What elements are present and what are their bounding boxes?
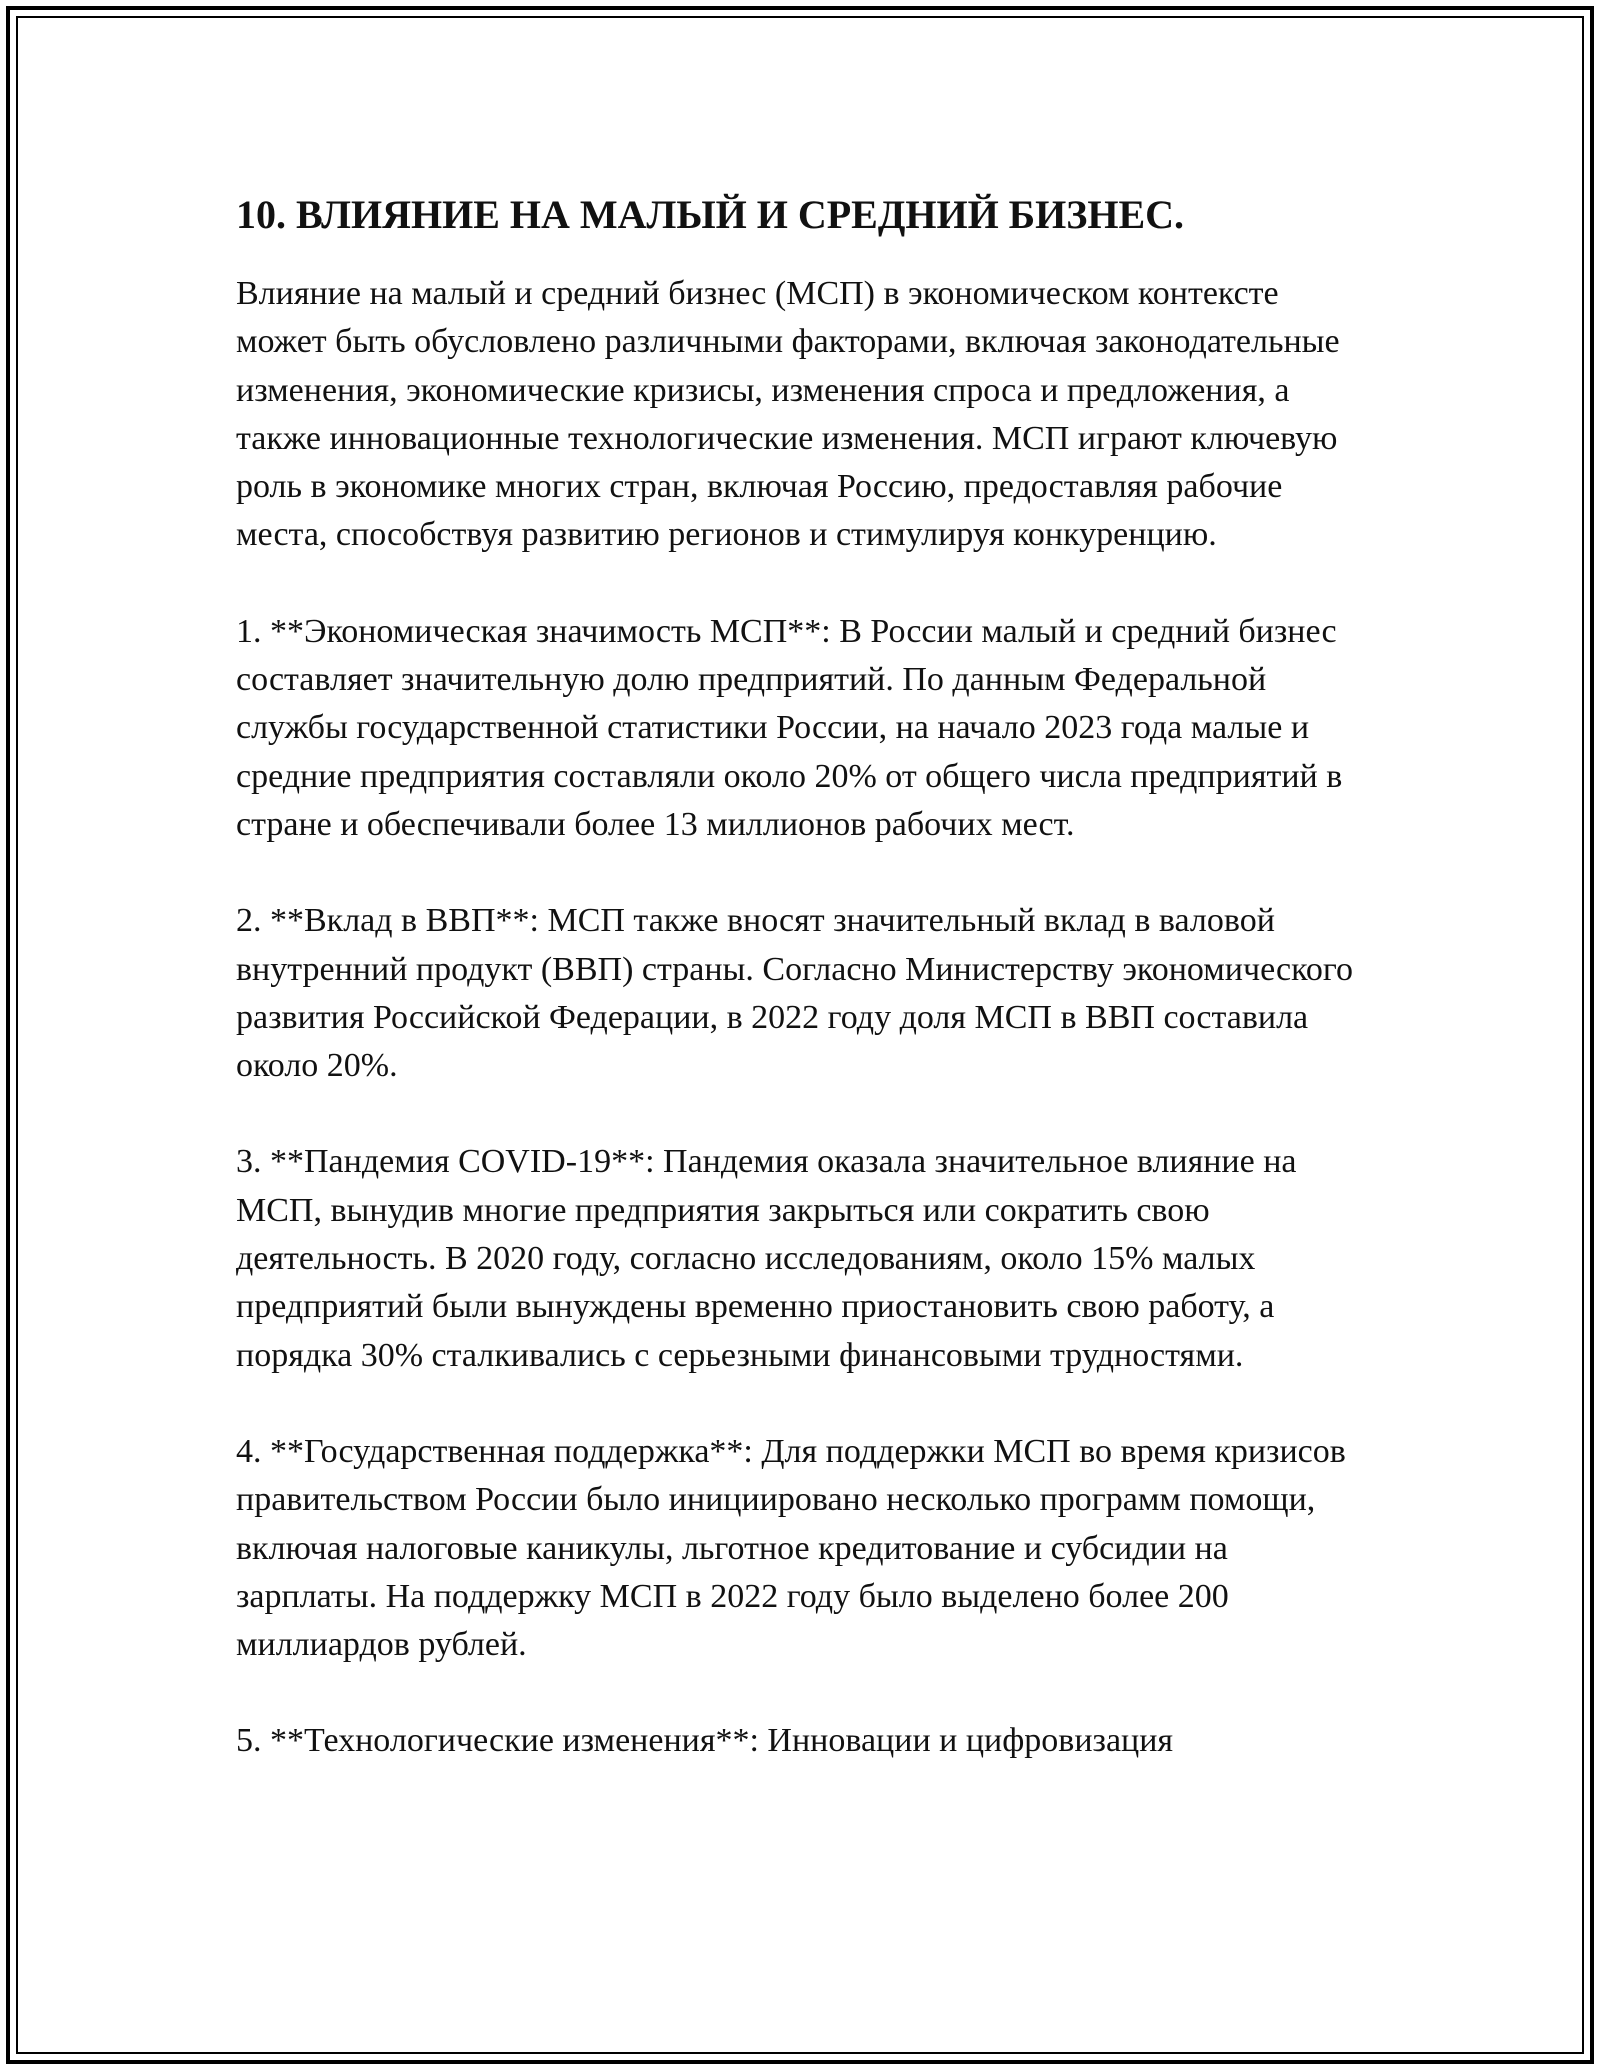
document-title: 10. ВЛИЯНИЕ НА МАЛЫЙ И СРЕДНИЙ БИЗНЕС. [236, 192, 1185, 237]
paragraph-tech-changes: 5. **Технологические изменения**: Инновации и цифровизация [236, 1722, 1174, 1760]
paragraph-gdp-contribution: 2. **Вклад в ВВП**: МСП также вносят значительный вклад в валовой внутренний продукт (ВВП) страны. Согласно Министерству экономического развития Российской Федерации, в 2022 году доля МСП в ВВП составила около 20%. [236, 902, 1353, 1085]
paragraph-state-support: 4. **Государственная поддержка**: Для поддержки МСП во время кризисов правительством России было инициировано несколько программ помощи, включая налоговые каникулы, льготное кредитование и субсидии на зарплаты. На поддержку МСП в 2022 году было выделено более 200 миллиардов рублей. [236, 1432, 1346, 1664]
paragraph-covid-pandemic: 3. **Пандемия COVID-19**: Пандемия оказала значительное влияние на МСП, вынудив многие предприятия закрыться или сократить свою деятельность. В 2020 году, согласно исследованиям, около 15% малых предприятий были вынуждены временно приостановить свою работу, а порядка 30% сталкивались с серьезными финансовыми трудностями. [236, 1143, 1297, 1374]
paragraph-intro: Влияние на малый и средний бизнес (МСП) в экономическом контексте может быть обусловлено различными факторами, включая законодательные изменения, экономические кризисы, изменения спроса и предложения, а также инновационные технологические изменения. МСП играют ключевую роль в экономике многих стран, включая Россию, предоставляя рабочие места, способствуя развитию регионов и стимулируя конкуренцию. [236, 275, 1340, 554]
paragraph-economic-significance: 1. **Экономическая значимость МСП**: В России малый и средний бизнес составляет значительную долю предприятий. По данным Федеральной службы государственной статистики России, на начало 2023 года малые и средние предприятия составляли около 20% от общего числа предприятий в стране и обеспечивали более 13 миллионов рабочих мест. [236, 612, 1343, 843]
document-body [236, 190, 1376, 1814]
